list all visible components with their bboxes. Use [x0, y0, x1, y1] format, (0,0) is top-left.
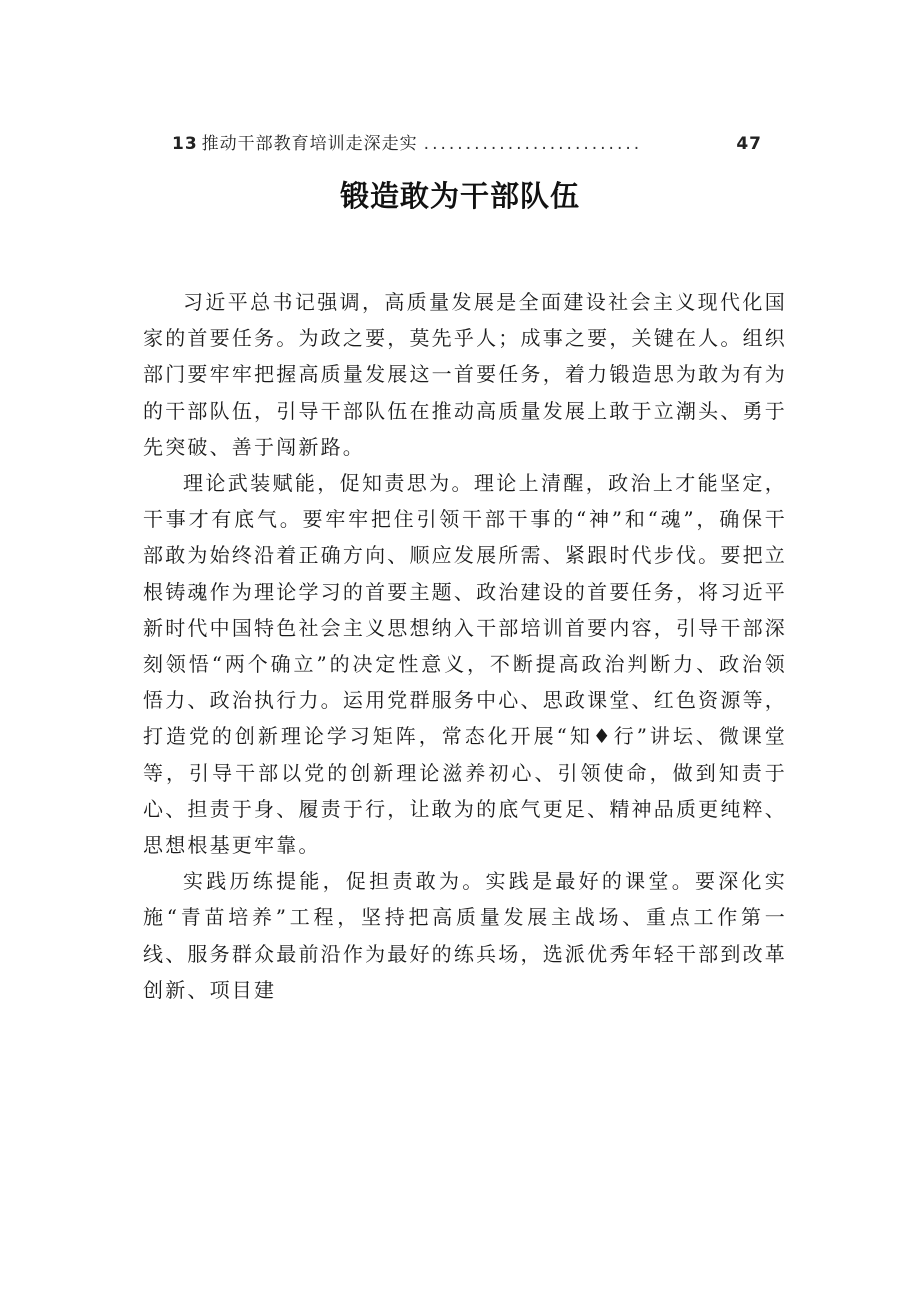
document-title: 锻造敢为干部队伍 [339, 179, 580, 213]
paragraph-theory [143, 465, 787, 863]
paragraph-lead: 理论武装赋能，促知责思为。 [183, 471, 474, 496]
document-body [143, 284, 787, 1008]
paragraph-intro [143, 284, 787, 465]
paragraph-text: 实践是最好的课堂。要深化实施“青苗培养”工程，坚持把高质量发展主战场、重点工作第一线、服务群众最前沿作为最好的练兵场，选派优秀年轻干部到改革创新、项目建 [143, 869, 787, 1002]
paragraph-lead: 实践历练提能，促担责敢为。 [183, 869, 486, 894]
toc-entry[interactable] [172, 128, 762, 154]
paragraph-text: 理论上清醒，政治上才能坚定，干事才有底气。要牢牢把住引领干部干事的“神”和“魂”，确保干部敢为始终沿着正确方向、顺应发展所需、紧跟时代步伐。要把立根铸魂作为理论学习的首要主题、政治建设的首要任务，将习近平新时代中国特色社会主义思想纳入干部培训首要内容，引导干部深刻领悟“两个确立”的决定性意义，不断提高政治判断力、政治领悟力、政治执行力。运用党群服务中心、思政课堂、红色资源等，打造党的创新理论学习矩阵，常态化开展“知♦行”讲坛、微课堂等，引导干部以党的创新理论滋养初心、引领使命，做到知责于心、担责于身、履责于行，让敢为的底气更足、精神品质更纯粹、思想根基更牢靠。 [143, 471, 787, 858]
toc-entry-page-number: 47 [736, 134, 762, 154]
toc-entry-number: 13 [172, 134, 198, 154]
paragraph-practice [143, 863, 787, 1008]
toc-dot-leader: .......................... [423, 134, 643, 154]
paragraph-text: 习近平总书记强调，高质量发展是全面建设社会主义现代化国家的首要任务。为政之要，莫先乎人；成事之要，关键在人。组织部门要牢牢把握高质量发展这一首要任务，着力锻造思为敢为有为的干部队伍，引导干部队伍在推动高质量发展上敢于立潮头、勇于先突破、善于闯新路。 [143, 290, 787, 459]
toc-entry-title: 推动干部教育培训走深走实 [201, 134, 418, 154]
